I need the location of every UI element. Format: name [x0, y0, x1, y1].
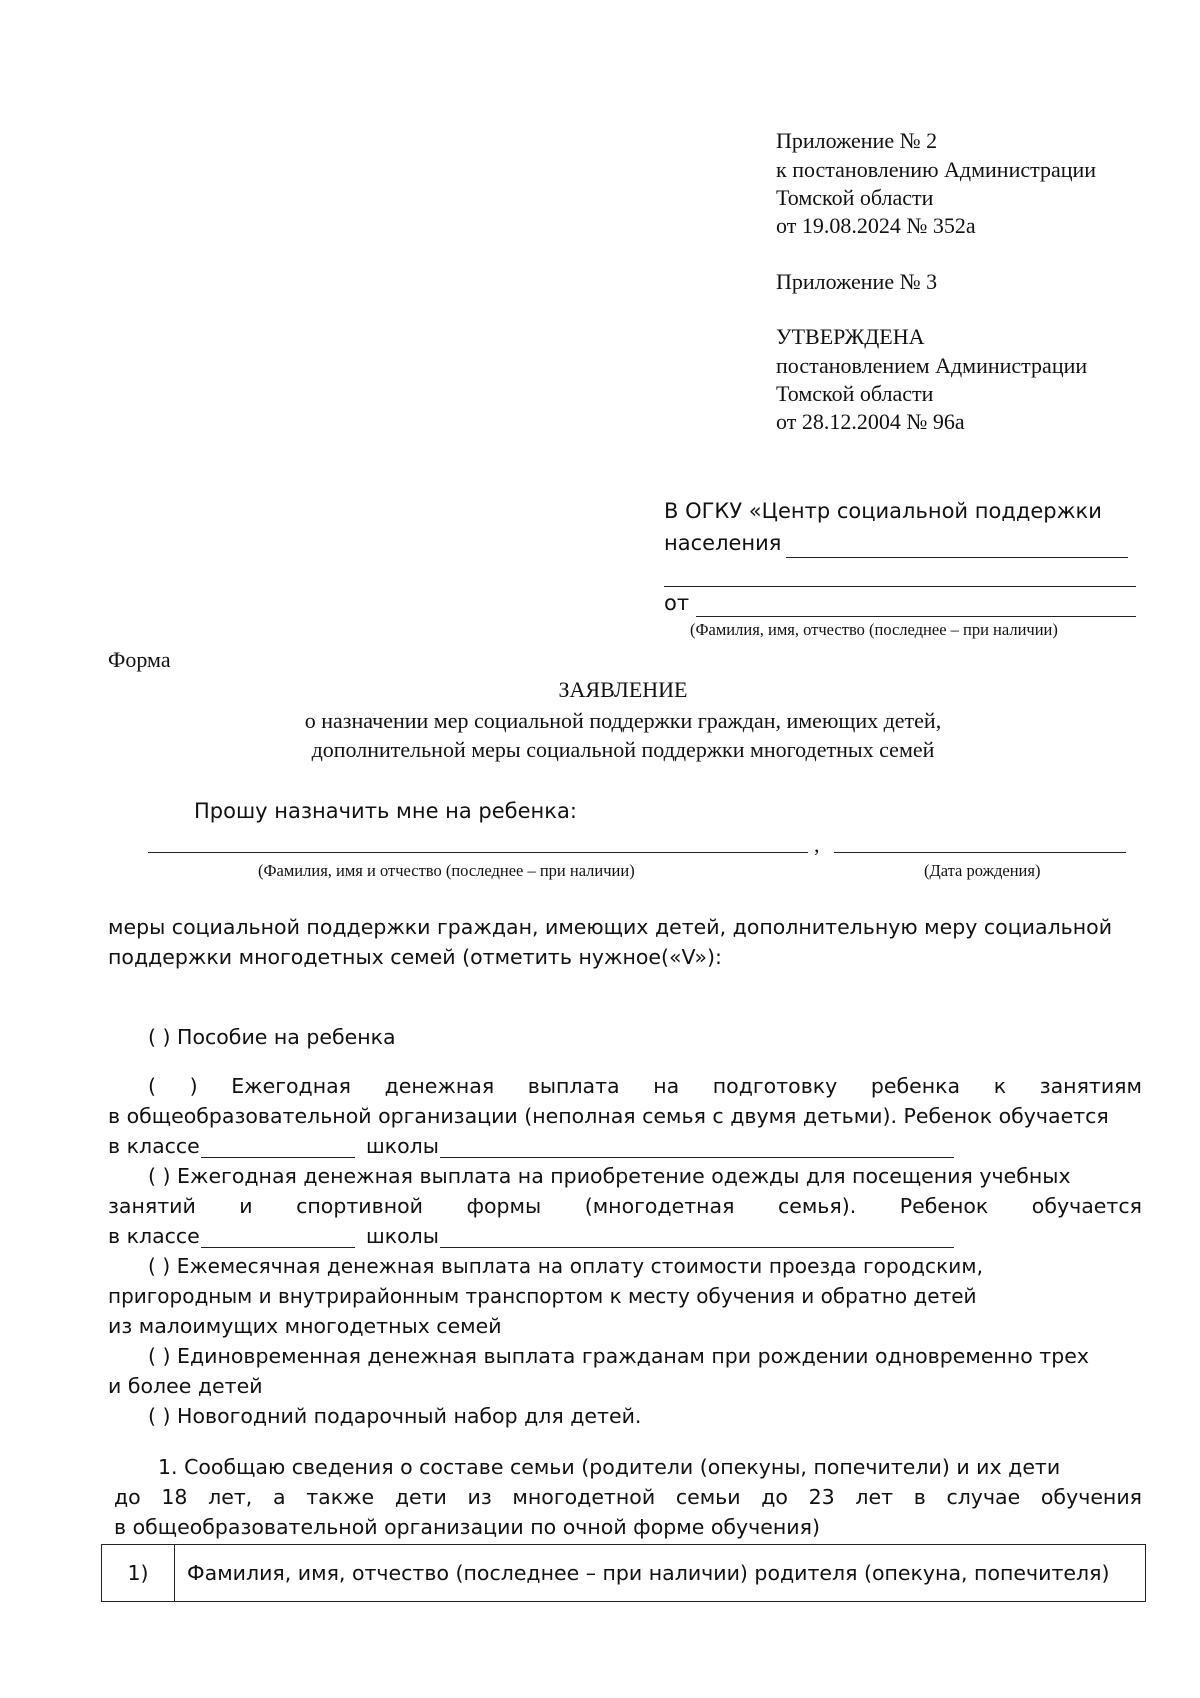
appendix2-line4: от 19.08.2024 № 352а	[776, 213, 976, 238]
word: Ребенок	[899, 1194, 989, 1218]
school-blank-1[interactable]	[440, 1157, 954, 1158]
section1-line1: 1. Сообщаю сведения о составе семьи (родители (опекуны, попечители) и их дети	[158, 1455, 1061, 1479]
word: спортивной	[296, 1194, 423, 1218]
child-birthdate-blank[interactable]	[834, 852, 1126, 853]
class-label-1: в классе	[108, 1134, 200, 1158]
word: в	[913, 1485, 926, 1509]
word: обучается	[1031, 1194, 1142, 1218]
word: а	[272, 1485, 286, 1509]
school-blank-2[interactable]	[440, 1247, 954, 1248]
word: (многодетная	[584, 1194, 735, 1218]
word: лет	[855, 1485, 894, 1509]
word: дети	[394, 1485, 447, 1509]
section1-line2	[114, 1485, 1142, 1509]
child-name-blank[interactable]	[148, 852, 808, 853]
table-row	[102, 1545, 1146, 1602]
option-clothing-line1[interactable]: ( ) Ежегодная денежная выплата на приобретение одежды для посещения учебных	[148, 1164, 1071, 1188]
measures-intro-1: меры социальной поддержки граждан, имеющих детей, дополнительную меру социальной	[108, 915, 1113, 939]
word: занятий	[108, 1194, 196, 1218]
approved-line2: постановлением Администрации	[776, 353, 1088, 378]
word: 18	[161, 1485, 188, 1509]
school-label-2: школы	[366, 1224, 439, 1248]
word: лет,	[208, 1485, 253, 1509]
addressee-blank-2[interactable]	[664, 586, 1136, 587]
addressee-from-caption: (Фамилия, имя, отчество (последнее – при наличии)	[690, 620, 1058, 639]
approved-line3: Томской области	[776, 381, 934, 406]
option-school-prep-line2: в общеобразовательной организации (неполная семья с двумя детьми). Ребенок обучается	[108, 1104, 1109, 1128]
document-subtitle-1: о назначении мер социальной поддержки граждан, имеющих детей,	[304, 708, 942, 733]
word: Ежегодная	[231, 1074, 352, 1098]
addressee-blank-1[interactable]	[786, 557, 1128, 558]
word: семьи	[675, 1485, 741, 1509]
appendix3-line: Приложение № 3	[776, 269, 938, 294]
addressee-line2: населения	[664, 531, 782, 555]
option-triplets-line1[interactable]: ( ) Единовременная денежная выплата гражданам при рождении одновременно трех	[148, 1344, 1089, 1368]
school-label-1: школы	[366, 1134, 439, 1158]
class-label-2: в классе	[108, 1224, 200, 1248]
option-transport-line3: из малоимущих многодетных семей	[108, 1314, 502, 1338]
word: выплата	[527, 1074, 620, 1098]
class-blank-2[interactable]	[201, 1247, 355, 1248]
word: обучения	[1040, 1485, 1142, 1509]
word: (	[148, 1074, 156, 1098]
word: случае	[946, 1485, 1021, 1509]
child-name-caption: (Фамилия, имя и отчество (последнее – при наличии)	[258, 861, 635, 880]
word: подготовку	[712, 1074, 838, 1098]
approved-line4: от 28.12.2004 № 96а	[776, 409, 965, 434]
option-triplets-line2: и более детей	[108, 1374, 263, 1398]
class-blank-1[interactable]	[201, 1157, 355, 1158]
word: из	[467, 1485, 492, 1509]
word: также	[306, 1485, 375, 1509]
option-clothing-line2	[108, 1194, 1142, 1218]
approved-line1: УТВЕРЖДЕНА	[776, 324, 925, 349]
section1-line3: в общеобразовательной организации по очной форме обучения)	[114, 1515, 820, 1539]
form-label: Форма	[108, 647, 171, 672]
row-label: Фамилия, имя, отчество (последнее – при наличии) родителя (опекуна, попечителя)	[175, 1545, 1146, 1602]
addressee-from-label: от	[664, 591, 690, 615]
option-transport-line2: пригородным и внутрирайонным транспортом к месту обучения и обратно детей	[108, 1284, 977, 1308]
request-comma: ,	[814, 832, 820, 857]
request-text: Прошу назначить мне на ребенка:	[194, 799, 577, 823]
word: и	[239, 1194, 253, 1218]
word: к	[993, 1074, 1007, 1098]
word: 23	[808, 1485, 835, 1509]
word: до	[761, 1485, 788, 1509]
word: формы	[466, 1194, 542, 1218]
option-new-year-gift[interactable]: ( ) Новогодний подарочный набор для детей.	[148, 1404, 642, 1428]
option-school-prep-line1[interactable]	[148, 1074, 1142, 1098]
appendix2-line3: Томской области	[776, 185, 934, 210]
option-child-allowance[interactable]: ( ) Пособие на ребенка	[148, 1025, 396, 1049]
row-number: 1)	[102, 1545, 175, 1602]
document-title: ЗАЯВЛЕНИЕ	[558, 677, 688, 702]
word: до	[114, 1485, 141, 1509]
addressee-line1: В ОГКУ «Центр социальной поддержки	[664, 499, 1102, 523]
appendix2-line2: к постановлению Администрации	[776, 157, 1097, 182]
document-subtitle-2: дополнительной меры социальной поддержки многодетных семей	[311, 737, 935, 762]
word: многодетной	[512, 1485, 656, 1509]
child-birthdate-caption: (Дата рождения)	[924, 861, 1041, 880]
word: денежная	[384, 1074, 495, 1098]
family-table	[101, 1544, 1146, 1602]
word: )	[189, 1074, 198, 1098]
word: семья).	[777, 1194, 857, 1218]
option-transport-line1[interactable]: ( ) Ежемесячная денежная выплата на оплату стоимости проезда городским,	[148, 1254, 984, 1278]
word: ребенка	[870, 1074, 961, 1098]
word: на	[653, 1074, 680, 1098]
addressee-from-blank[interactable]	[696, 616, 1136, 617]
appendix2-line1: Приложение № 2	[776, 128, 938, 153]
measures-intro-2: поддержки многодетных семей (отметить нужное(«V»):	[108, 945, 722, 969]
word: занятиям	[1039, 1074, 1142, 1098]
